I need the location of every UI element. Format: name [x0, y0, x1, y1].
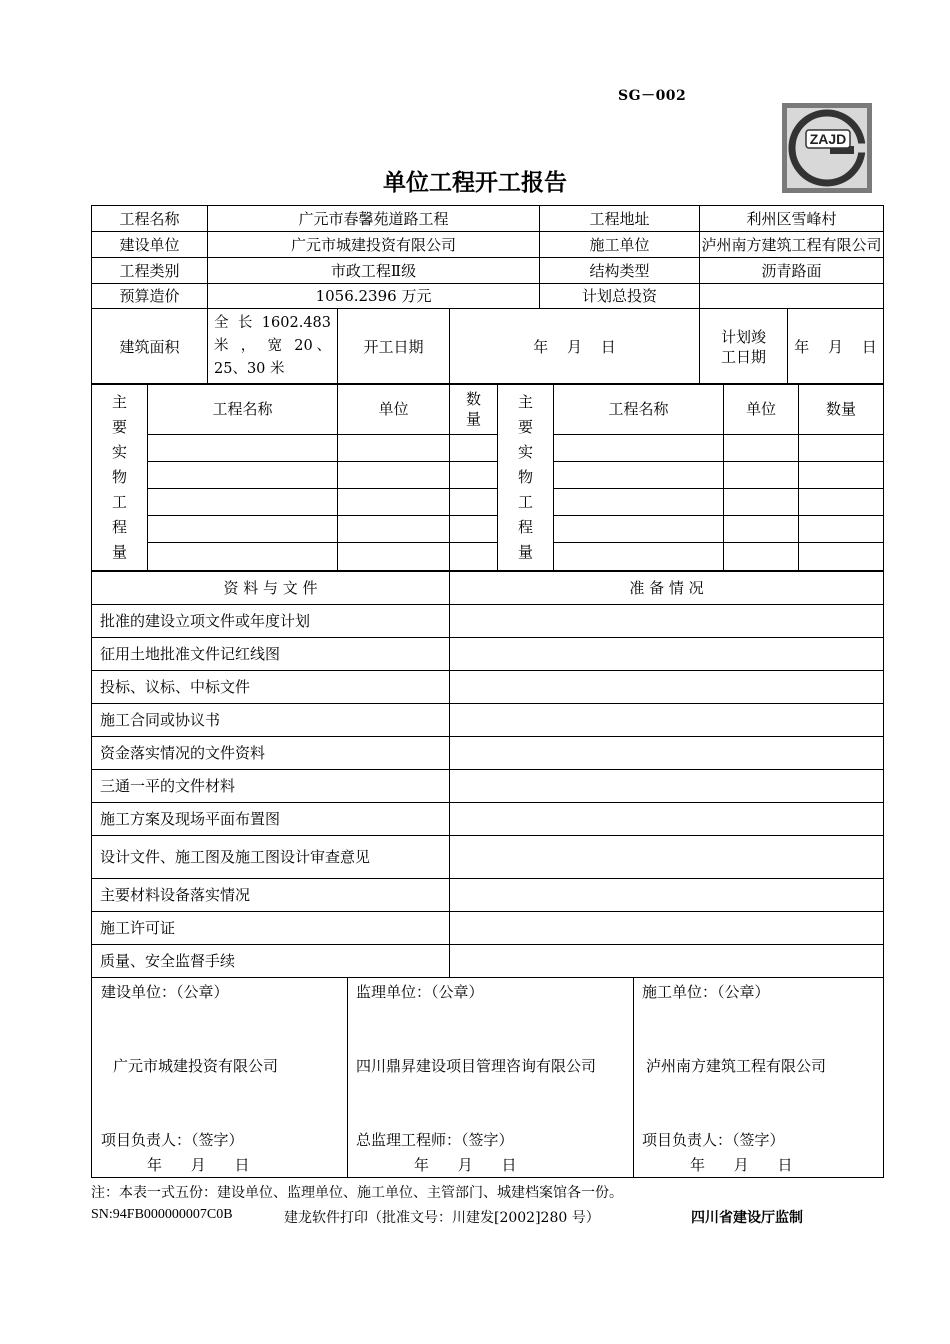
sig-unit-label: 监理单位：（公章）	[356, 983, 484, 1001]
doc-status	[450, 836, 884, 879]
sig-person-label: 项目负责人：（签字）	[642, 1131, 785, 1149]
builder: 广元市城建投资有限公司	[208, 232, 540, 258]
quantities-table	[91, 383, 884, 571]
col-name-right: 工程名称	[554, 384, 724, 435]
table-row	[92, 543, 884, 571]
start-date: 年 月 日	[450, 309, 700, 385]
footer-supervisor: 四川省建设厅监制	[691, 1210, 803, 1226]
doc-item: 征用土地批准文件记红线图	[92, 638, 450, 671]
form-code: SG－002	[618, 88, 687, 104]
label-project-name: 工程名称	[92, 206, 208, 232]
doc-status	[450, 803, 884, 836]
doc-status	[450, 671, 884, 704]
doc-status	[450, 704, 884, 737]
footer-software: 建龙软件打印（批准文号：川建发[2002]280 号）	[284, 1210, 600, 1226]
label-budget: 预算造价	[92, 284, 208, 309]
finish-date: 年 月 日	[788, 309, 884, 385]
col-qty-right: 数量	[799, 384, 884, 435]
sig-org: 泸州南方建筑工程有限公司	[646, 1057, 827, 1075]
doc-item: 资金落实情况的文件资料	[92, 737, 450, 770]
plan-invest	[700, 284, 884, 309]
sig-person-label: 项目负责人：（签字）	[101, 1131, 244, 1149]
footer-note: 注：本表一式五份：建设单位、监理单位、施工单位、主管部门、城建档案馆各一份。	[91, 1185, 623, 1201]
label-area: 建筑面积	[92, 309, 208, 385]
info-table	[91, 205, 884, 385]
doc-item: 批准的建设立项文件或年度计划	[92, 605, 450, 638]
project-name: 广元市春馨苑道路工程	[208, 206, 540, 232]
table-row	[92, 462, 884, 489]
page-title: 单位工程开工报告	[383, 169, 567, 196]
col-unit-right: 单位	[724, 384, 799, 435]
label-plan-invest: 计划总投资	[540, 284, 700, 309]
label-category: 工程类别	[92, 258, 208, 284]
quantities-side-label-left: 主要实物工程量	[92, 384, 148, 571]
doc-item: 施工许可证	[92, 912, 450, 945]
structure: 沥青路面	[700, 258, 884, 284]
sig-date: 年 月 日	[147, 1156, 250, 1174]
doc-status	[450, 605, 884, 638]
col-name-left: 工程名称	[148, 384, 338, 435]
doc-item: 施工合同或协议书	[92, 704, 450, 737]
documents-table	[91, 571, 884, 978]
budget: 1056.2396 万元	[208, 284, 540, 309]
doc-status	[450, 737, 884, 770]
label-contractor: 施工单位	[540, 232, 700, 258]
doc-status	[450, 770, 884, 803]
contractor: 泸州南方建筑工程有限公司	[700, 232, 884, 258]
sig-unit-label: 建设单位：（公章）	[101, 983, 229, 1001]
sig-person-label: 总监理工程师：（签字）	[356, 1131, 514, 1149]
doc-item: 质量、安全监督手续	[92, 945, 450, 978]
label-project-address: 工程地址	[540, 206, 700, 232]
doc-item: 三通一平的文件材料	[92, 770, 450, 803]
sig-date: 年 月 日	[414, 1156, 517, 1174]
table-row	[92, 516, 884, 543]
doc-item: 施工方案及现场平面布置图	[92, 803, 450, 836]
table-row	[92, 435, 884, 462]
sig-date: 年 月 日	[690, 1156, 793, 1174]
sig-org: 四川鼎昇建设项目管理咨询有限公司	[356, 1057, 597, 1075]
col-unit-left: 单位	[338, 384, 450, 435]
label-structure: 结构类型	[540, 258, 700, 284]
doc-item: 主要材料设备落实情况	[92, 879, 450, 912]
doc-status	[450, 945, 884, 978]
doc-status	[450, 912, 884, 945]
label-finish-date: 计划竣工日期	[700, 309, 788, 385]
signature-block-contractor	[634, 978, 884, 1178]
signature-block-builder	[92, 978, 348, 1178]
project-address: 利州区雪峰村	[700, 206, 884, 232]
footer-sn: SN:94FB000000007C0B	[91, 1207, 233, 1222]
docs-header-left: 资 料 与 文 件	[92, 572, 450, 605]
doc-status	[450, 638, 884, 671]
docs-header-right: 准 备 情 况	[450, 572, 884, 605]
signature-block-supervisor	[348, 978, 634, 1178]
quantities-side-label-right: 主要实物工程量	[498, 384, 554, 571]
table-row	[92, 489, 884, 516]
category: 市政工程Ⅱ级	[208, 258, 540, 284]
label-start-date: 开工日期	[338, 309, 450, 385]
col-qty-left: 数量	[450, 384, 498, 435]
doc-item: 投标、议标、中标文件	[92, 671, 450, 704]
doc-status	[450, 879, 884, 912]
sig-org: 广元市城建投资有限公司	[113, 1057, 279, 1075]
doc-item: 设计文件、施工图及施工图设计审查意见	[92, 836, 450, 879]
signature-table	[91, 977, 884, 1178]
logo-text: ZAJD	[809, 131, 847, 147]
area-value: 全 长 1602.483 米 ， 宽 20、25、30 米	[208, 309, 338, 385]
sig-unit-label: 施工单位：（公章）	[642, 983, 770, 1001]
label-builder: 建设单位	[92, 232, 208, 258]
